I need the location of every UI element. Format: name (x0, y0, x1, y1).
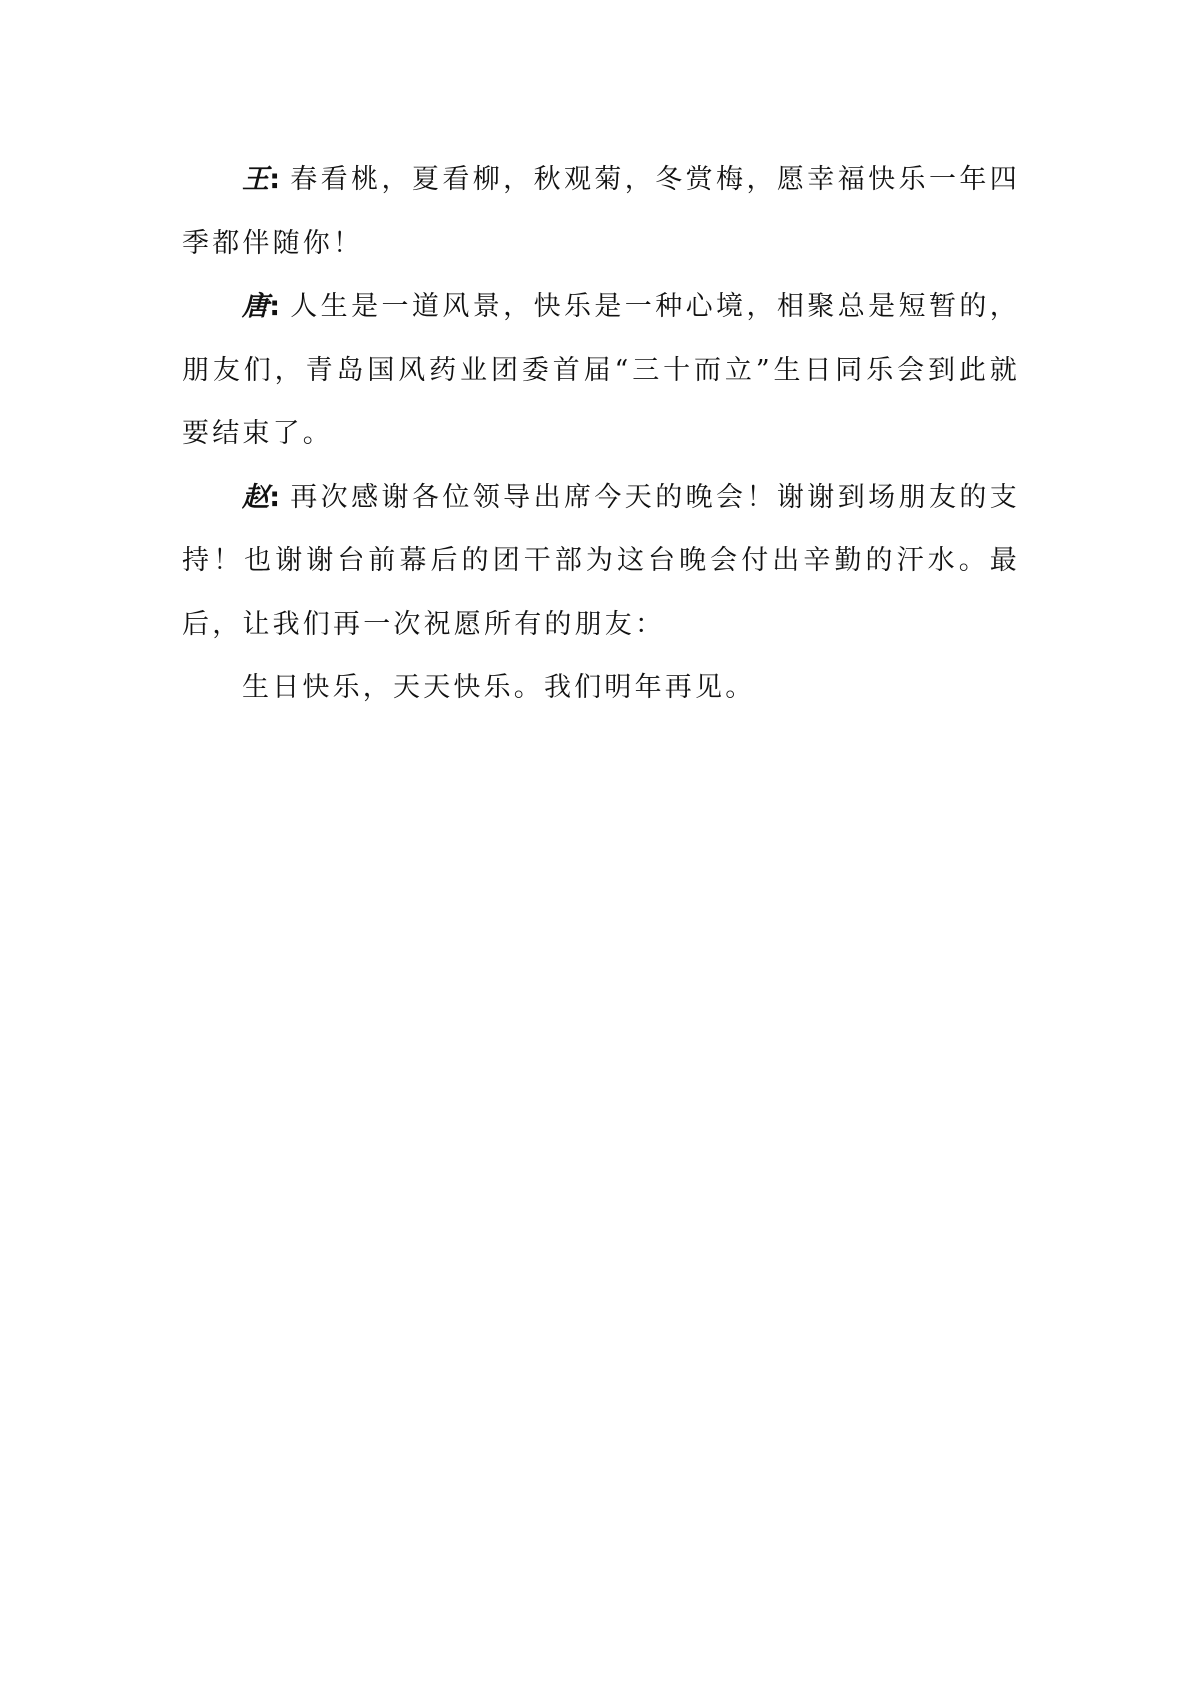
speaker-name: 王 (242, 164, 270, 195)
paragraph-wang (182, 148, 1020, 275)
paragraph-text: 春看桃，夏看柳，秋观菊，冬赏梅，愿幸福快乐一年四季都伴随你！ (182, 164, 1020, 259)
paragraph-closing (182, 656, 1020, 720)
paragraph-text: 生日快乐，天天快乐。我们明年再见。 (242, 672, 756, 703)
paragraph-zhao (182, 466, 1020, 657)
paragraph-tang (182, 275, 1020, 466)
paragraph-text: 再次感谢各位领导出席今天的晚会！谢谢到场朋友的支持！也谢谢台前幕后的团干部为这台晚会付出辛勤的汗水。最后，让我们再一次祝愿所有的朋友： (182, 481, 1020, 640)
speaker-name: 赵 (242, 481, 270, 513)
document-body (182, 148, 1020, 720)
paragraph-text: 人生是一道风景，快乐是一种心境，相聚总是短暂的，朋友们，青岛国风药业团委首届“三十而立”生日同乐会到此就要结束了。 (182, 291, 1020, 449)
speaker-colon: : (269, 291, 281, 322)
speaker-colon: : (269, 481, 281, 513)
speaker-colon: : (269, 164, 281, 195)
speaker-name: 唐 (242, 291, 270, 322)
